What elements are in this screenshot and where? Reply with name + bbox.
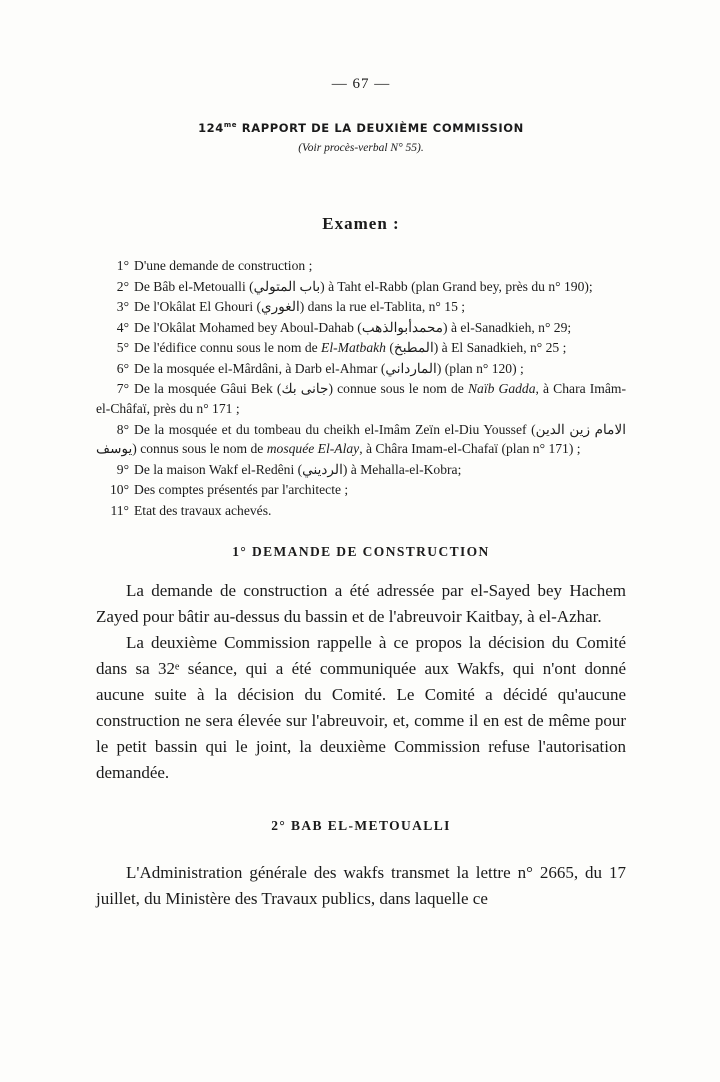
item-text: De la mosquée et du tombeau du cheikh el-Imâm Zeïn el-Diu Youssef (الامام زين الدين يوسف) connus sous le nom de [96, 421, 626, 457]
page-number: — 67 — [331, 76, 391, 92]
item-number: 7° [116, 381, 129, 397]
paragraph: L'Administration générale des wakfs transmet la lettre n° 2665, du 17 juillet, du Ministère des Travaux publics, dans laquelle ce [96, 863, 626, 909]
list-item [96, 480, 626, 500]
examen-list [96, 256, 626, 520]
list-item [96, 297, 626, 317]
item-text: De l'édifice connu sous le nom de [134, 340, 322, 356]
list-item [96, 256, 626, 276]
list-item [96, 318, 626, 338]
item-text: De l'Okâlat Mohamed bey Aboul-Dahab (محمدأبوالذهب) à el-Sanadkieh, n° 29; [134, 319, 572, 335]
paragraph: La deuxième Commission rappelle à ce propos la décision du Comité dans sa 32ᵉ séance, qui a été communiquée aux Wakfs, qui n'ont donné aucune suite à la décision du Comité. Le Comité a décidé qu'aucune construction ne sera élevée sur l'abreuvoir, et, comme il en est de même pour le petit bassin qui le joint, la deuxième Commission refuse l'autorisation demandée. [96, 633, 626, 783]
list-item [96, 359, 626, 379]
item-number: 9° [116, 461, 129, 477]
item-number: 3° [116, 299, 129, 315]
item-text-post: , à Châra Imam-el-Chafaï (plan n° 171) ; [359, 441, 581, 457]
examen-heading: Examen : [322, 214, 400, 233]
list-item [96, 338, 626, 358]
item-number: 5° [116, 340, 129, 356]
item-text: De l'Okâlat El Ghouri (الغوري) dans la rue el-Tablita, n° 15 ; [134, 299, 466, 315]
report-subtitle: (Voir procès-verbal N° 55). [298, 142, 424, 154]
item-text: Des comptes présentés par l'architecte ; [134, 482, 349, 498]
report-title [96, 121, 626, 135]
section-heading-bab-el-metoualli: 2° BAB EL-METOUALLI [271, 818, 451, 834]
item-number: 11° [110, 502, 129, 518]
item-text: De la mosquée Gâui Bek (جانى بك) connue sous le nom de [134, 381, 468, 397]
item-text-italic: mosquée El-Alay [266, 441, 360, 457]
section-heading-demande-construction: 1° DEMANDE DE CONSTRUCTION [232, 544, 490, 560]
item-number: 2° [116, 278, 129, 294]
paragraph: La demande de construction a été adressée par el-Sayed bey Hachem Zayed pour bâtir au-dessus du bassin et de l'abreuvoir Kaitbay, à el-Azhar. [96, 581, 626, 627]
list-item [96, 379, 626, 418]
item-text: D'une demande de construction ; [134, 258, 313, 273]
report-number: 124 [198, 121, 224, 135]
list-item [96, 277, 626, 297]
item-number: 6° [116, 360, 129, 376]
item-number: 8° [116, 421, 129, 437]
item-number: 10° [109, 482, 129, 498]
list-item [96, 501, 626, 521]
item-text: De Bâb el-Metoualli (باب المتولي) à Taht el-Rabb (plan Grand bey, près du n° 190); [134, 278, 593, 294]
item-text: Etat des travaux achevés. [134, 502, 272, 518]
item-text: De la maison Wakf el-Redêni (الرديني) à Mehalla-el-Kobra; [134, 461, 462, 477]
item-text-italic: Naïb Gadda [467, 381, 536, 397]
item-text-post: , à Chara Imâm-el-Châfaï, près du n° 171 ; [96, 381, 626, 416]
item-text-post: (المطبخ) à El Sanadkieh, n° 25 ; [385, 340, 567, 356]
item-number: 4° [116, 319, 129, 335]
report-title-text: RAPPORT DE LA DEUXIÈME COMMISSION [237, 121, 524, 135]
list-item [96, 460, 626, 480]
list-item [96, 420, 626, 459]
report-number-suffix: me [223, 121, 238, 130]
item-text: De la mosquée el-Mârdâni, à Darb el-Ahmar (المارداني) (plan n° 120) ; [134, 360, 524, 376]
item-text-italic: El-Matbakh [321, 340, 386, 356]
item-number: 1° [116, 258, 129, 273]
